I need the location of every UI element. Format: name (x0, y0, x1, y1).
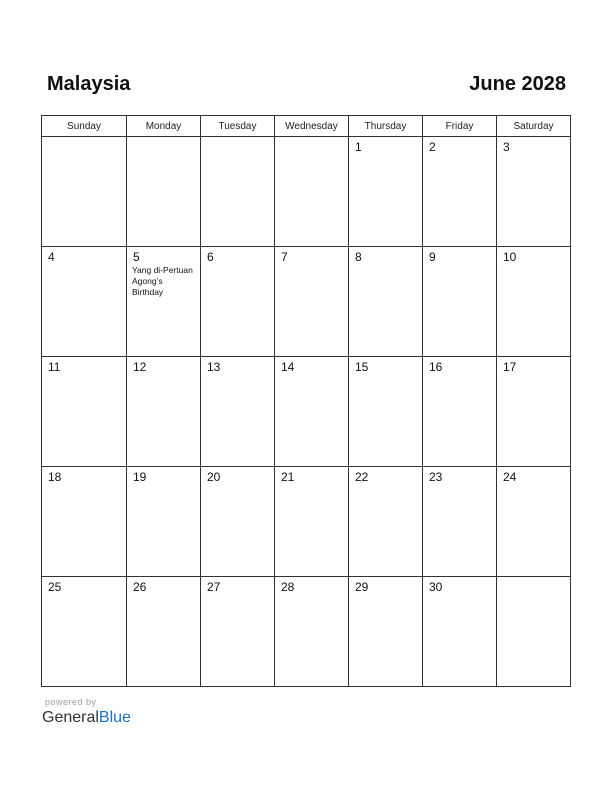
day-number: 26 (133, 580, 147, 594)
holiday-label: Yang di-Pertuan Agong’s Birthday (132, 265, 193, 297)
day-number: 24 (503, 470, 517, 484)
day-number: 4 (48, 250, 55, 264)
day-cell (423, 577, 497, 687)
day-cell (349, 577, 423, 687)
week-row (42, 137, 571, 247)
day-cell (497, 467, 571, 577)
day-cell (423, 467, 497, 577)
day-number (275, 137, 348, 140)
brand-blue-text: Blue (98, 709, 131, 726)
day-number: 29 (355, 580, 369, 594)
day-number (42, 137, 126, 140)
day-number: 1 (355, 140, 362, 154)
day-cell (201, 247, 275, 357)
day-cell (127, 357, 201, 467)
country-title: Malaysia (47, 73, 131, 95)
day-number: 23 (429, 470, 443, 484)
month-year-title: June 2028 (469, 73, 566, 95)
day-number (497, 577, 570, 580)
day-number: 18 (48, 470, 62, 484)
day-cell (42, 137, 127, 247)
day-cell (42, 467, 127, 577)
day-number: 15 (355, 360, 369, 374)
brand-general-text: General (42, 709, 99, 726)
day-cell (275, 357, 349, 467)
day-cell (497, 357, 571, 467)
day-cell (201, 137, 275, 247)
day-number: 28 (281, 580, 295, 594)
day-cell (127, 247, 201, 357)
day-cell (349, 357, 423, 467)
day-number: 21 (281, 470, 295, 484)
weekday-header: Thursday (349, 116, 423, 137)
day-number: 5 (133, 250, 140, 264)
day-cell (201, 467, 275, 577)
week-row (42, 247, 571, 357)
day-cell (201, 357, 275, 467)
day-number (201, 137, 274, 140)
day-cell (423, 357, 497, 467)
day-number: 11 (48, 360, 61, 374)
day-cell (42, 247, 127, 357)
day-cell (423, 137, 497, 247)
day-number: 2 (429, 140, 436, 154)
day-number: 30 (429, 580, 443, 594)
day-number: 20 (207, 470, 221, 484)
day-number: 16 (429, 360, 443, 374)
day-number: 22 (355, 470, 369, 484)
day-cell (497, 577, 571, 687)
weekday-header: Sunday (42, 116, 127, 137)
weekday-header-row (42, 116, 571, 137)
day-cell (423, 247, 497, 357)
weekday-header: Tuesday (201, 116, 275, 137)
day-number: 27 (207, 580, 221, 594)
day-cell (42, 357, 127, 467)
day-number: 7 (281, 250, 288, 264)
day-cell (497, 247, 571, 357)
day-cell (349, 467, 423, 577)
day-cell (275, 137, 349, 247)
day-number (127, 137, 200, 140)
day-number: 10 (503, 250, 517, 264)
generalblue-logo[interactable] (42, 708, 131, 728)
day-number: 19 (133, 470, 147, 484)
day-number: 6 (207, 250, 214, 264)
day-cell (201, 577, 275, 687)
day-number: 8 (355, 250, 362, 264)
week-row (42, 467, 571, 577)
day-cell (349, 137, 423, 247)
week-row (42, 357, 571, 467)
weekday-header: Monday (127, 116, 201, 137)
weekday-header: Friday (423, 116, 497, 137)
day-cell (497, 137, 571, 247)
weekday-header: Saturday (497, 116, 571, 137)
day-cell (275, 467, 349, 577)
day-cell (127, 137, 201, 247)
day-number: 3 (503, 140, 510, 154)
day-number: 14 (281, 360, 295, 374)
day-cell (127, 577, 201, 687)
calendar-grid (41, 115, 571, 687)
day-cell (275, 247, 349, 357)
week-row (42, 577, 571, 687)
day-number: 12 (133, 360, 147, 374)
day-cell (127, 467, 201, 577)
day-number: 9 (429, 250, 436, 264)
day-number: 13 (207, 360, 221, 374)
day-cell (349, 247, 423, 357)
day-cell (42, 577, 127, 687)
day-number: 25 (48, 580, 62, 594)
weekday-header: Wednesday (275, 116, 349, 137)
day-number: 17 (503, 360, 517, 374)
powered-by-label: powered by (45, 697, 97, 707)
day-cell (275, 577, 349, 687)
